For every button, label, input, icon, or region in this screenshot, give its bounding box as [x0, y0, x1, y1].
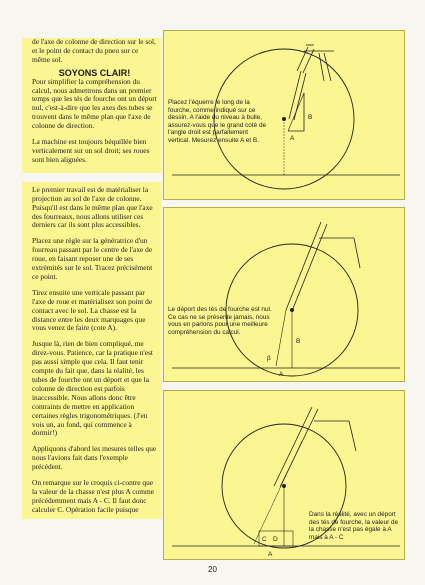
- label-a: A: [268, 551, 273, 558]
- label-c: C: [262, 536, 267, 543]
- text-block-1: [22, 38, 162, 173]
- label-a: A: [279, 371, 284, 378]
- label-b: B: [308, 114, 313, 121]
- label-b: B: [296, 338, 301, 345]
- paragraph: Appliquons d'abord les mesures telles que nous l'avions fait dans l'exemple précédent.: [32, 444, 157, 472]
- figure-panel-3: [163, 390, 405, 560]
- figure-caption: Le déport des tés de fourche est nul. Ce cas ne se présente jamais, nous vous en parlons pour une meilleure compréhension du calcul.: [168, 306, 272, 336]
- paragraph: Placez une règle sur la génératrice d'un fourreau passant par le centre de l'axe de roue, en faisant reposer une de ses extrémités sur le sol. Tracez précisément ce point.: [32, 236, 153, 281]
- fork-diagram-2: [164, 208, 405, 382]
- paragraph: On remarque sur le croquis ci-contre que la valeur de la chasse n'est plus A comme précédemment mais A - C. Il faut donc calculer C. Opération facile puisque: [32, 478, 155, 514]
- paragraph: Pour simplifier la compréhension du calcul, nous admettrons dans un premier temps que les tés de fourche ont un déport nul, c'est-à-dire que les axes des tubes se trouvent dans le même plan que l'axe de colonne de direction.: [32, 76, 157, 131]
- left-text-column: [22, 38, 162, 519]
- intro-paragraph: de l'axe de colonne de direction sur le sol, et le point de contact du pneu sur ce même sol.: [32, 37, 156, 64]
- page-number: 20: [208, 565, 217, 574]
- label-beta: β: [267, 355, 271, 362]
- figure-caption: Placez l'équerre le long de la fourche, comme indiqué sur ce dessin. A l'aide du niveau à bulle, assurez-vous que le grand coté de l'angle droit est parfaitement vertical. Mesurez ensuite A et B.: [168, 99, 267, 144]
- figure-panel-2: [163, 207, 405, 382]
- paragraph: Tirez ensuite une verticale passant par l'axe de roue et matérialisez son point de contact avec le sol. La chasse est la distance entre les deux marquages que vous venez de faire (cote A).: [32, 287, 153, 333]
- label-a: A: [290, 135, 295, 142]
- figure-caption: Dans la réalité, avec un déport des tés de fourche, la valeur de la chasse n'est pas égale à A mais à A - C: [309, 511, 399, 541]
- section-heading: SOYONS CLAIR!: [58, 67, 131, 78]
- text-block-2: [22, 182, 162, 519]
- paragraph: La machine est toujours béquillée bien verticalement sur un sol droit; ses roues sont bien alignées.: [32, 137, 150, 164]
- paragraph: Le premier travail est de matérialiser la projection au sol de l'axe de colonne. Puisqu'il est dans le même plan que l'axe des fourreaux, nous allons utiliser ces derniers car ils sont plus accessibles.: [32, 184, 153, 230]
- label-d: D: [273, 536, 278, 543]
- figure-panel-1: [163, 30, 405, 200]
- paragraph: Jusque là, rien de bien compliqué, me direz-vous. Patience, car la pratique n'est pas aussi simple que cela. Il faut tenir compte du fait que, dans la réalité, les tubes de fourche ont un déport et que la colonne de direction est parfois inaccessible. Nous allons donc être contraints de mettre en application certaines règles trigonométriques. (J'en vois un, au fond, qui commence à dormir!): [32, 339, 153, 438]
